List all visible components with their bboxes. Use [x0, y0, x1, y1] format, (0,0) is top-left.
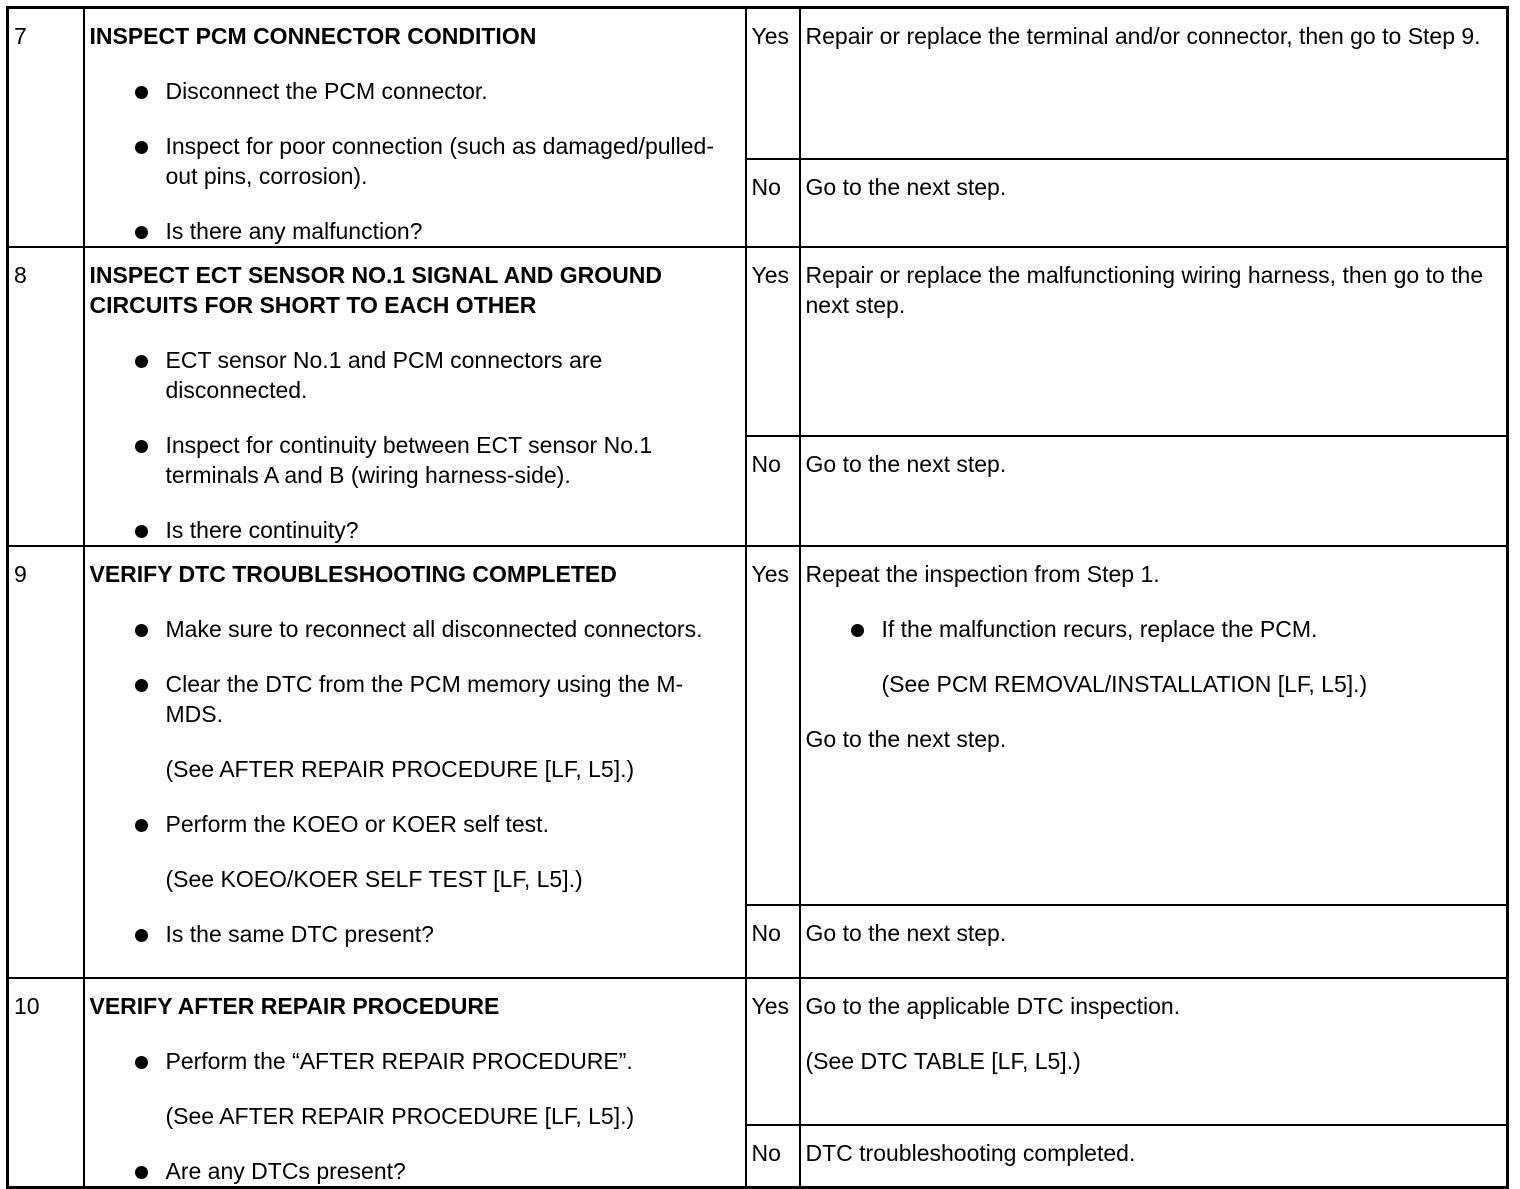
bullet-item	[90, 1046, 735, 1076]
step-description	[84, 8, 746, 248]
no-action: Go to the next step.	[800, 159, 1508, 247]
bullet-item	[90, 216, 735, 246]
bullet-item	[90, 919, 735, 949]
step-description	[84, 247, 746, 546]
step-7-yes-row	[8, 8, 1508, 160]
step-10-yes-row	[8, 978, 1508, 1125]
bullet-item	[90, 345, 735, 405]
bullet-item	[90, 669, 735, 729]
bullet-item	[90, 131, 735, 191]
bullet-item	[90, 515, 735, 545]
step-number: 8	[8, 247, 84, 546]
bullet-icon	[135, 819, 148, 832]
step-title: VERIFY DTC TROUBLESHOOTING COMPLETED	[89, 561, 617, 587]
step-number: 10	[8, 978, 84, 1188]
step-bullet-list	[90, 919, 735, 949]
bullet-reference: (See AFTER REPAIR PROCEDURE [LF, L5].)	[165, 1103, 635, 1129]
yes-label: Yes	[746, 247, 800, 436]
bullet-icon	[135, 929, 148, 942]
no-action: Go to the next step.	[800, 436, 1508, 546]
bullet-reference: (See AFTER REPAIR PROCEDURE [LF, L5].)	[165, 756, 635, 782]
no-label: No	[746, 905, 800, 978]
bullet-icon	[135, 1056, 148, 1069]
bullet-icon	[135, 141, 148, 154]
bullet-text: Perform the KOEO or KOER self test.	[165, 811, 549, 837]
yes-action: Repair or replace the terminal and/or connector, then go to Step 9.	[800, 8, 1508, 160]
bullet-icon	[135, 440, 148, 453]
yes-action	[800, 546, 1508, 905]
yes-action-text-2: Go to the next step.	[805, 726, 1007, 752]
bullet-item	[90, 76, 735, 106]
step-title: VERIFY AFTER REPAIR PROCEDURE	[89, 993, 500, 1019]
yes-action-text: Go to the applicable DTC inspection.	[805, 993, 1181, 1019]
yes-action: Repair or replace the malfunctioning wiring harness, then go to the next step.	[800, 247, 1508, 436]
yes-action	[800, 978, 1508, 1125]
step-bullet-list	[90, 76, 735, 246]
step-bullet-list	[90, 1156, 735, 1186]
step-description	[84, 978, 746, 1188]
step-description	[84, 546, 746, 978]
yes-action-text-2: (See DTC TABLE [LF, L5].)	[805, 1048, 1081, 1074]
bullet-item	[90, 1156, 735, 1186]
bullet-text: Perform the “AFTER REPAIR PROCEDURE”.	[165, 1048, 633, 1074]
no-label: No	[746, 1125, 800, 1188]
bullet-icon	[135, 226, 148, 239]
bullet-text: Make sure to reconnect all disconnected connectors.	[165, 616, 703, 642]
bullet-icon	[135, 355, 148, 368]
bullet-reference: (See KOEO/KOER SELF TEST [LF, L5].)	[165, 866, 583, 892]
bullet-text: Disconnect the PCM connector.	[165, 78, 488, 104]
bullet-text: Inspect for continuity between ECT sensor No.1 terminals A and B (wiring harness-side).	[165, 432, 653, 488]
step-8-yes-row	[8, 247, 1508, 436]
step-title: INSPECT ECT SENSOR NO.1 SIGNAL AND GROUND CIRCUITS FOR SHORT TO EACH OTHER	[89, 262, 663, 318]
step-bullet-list	[90, 614, 735, 729]
bullet-text: Are any DTCs present?	[165, 1158, 406, 1184]
no-action: DTC troubleshooting completed.	[800, 1125, 1508, 1188]
yes-label: Yes	[746, 8, 800, 160]
bullet-icon	[135, 525, 148, 538]
bullet-icon	[135, 86, 148, 99]
bullet-item	[90, 614, 735, 644]
bullet-text: Is there any malfunction?	[165, 218, 423, 244]
step-title: INSPECT PCM CONNECTOR CONDITION	[89, 23, 537, 49]
bullet-text: ECT sensor No.1 and PCM connectors are disconnected.	[165, 347, 603, 403]
bullet-item	[90, 430, 735, 490]
bullet-item	[90, 809, 735, 839]
step-bullet-list	[90, 809, 735, 839]
yes-label: Yes	[746, 546, 800, 905]
bullet-icon	[851, 624, 864, 637]
bullet-icon	[135, 679, 148, 692]
no-label: No	[746, 159, 800, 247]
bullet-text: Is the same DTC present?	[165, 921, 434, 947]
bullet-text: Is there continuity?	[165, 517, 359, 543]
bullet-item	[806, 614, 1501, 644]
bullet-reference: (See PCM REMOVAL/INSTALLATION [LF, L5].)	[881, 671, 1368, 697]
troubleshooting-table	[6, 6, 1509, 1189]
step-number: 7	[8, 8, 84, 248]
yes-action-text: Repeat the inspection from Step 1.	[805, 561, 1160, 587]
step-bullet-list	[90, 345, 735, 545]
no-action: Go to the next step.	[800, 905, 1508, 978]
yes-bullet-list	[806, 614, 1501, 644]
step-bullet-list	[90, 1046, 735, 1076]
bullet-text: Inspect for poor connection (such as damaged/pulled-out pins, corrosion).	[165, 133, 714, 189]
bullet-icon	[135, 624, 148, 637]
yes-label: Yes	[746, 978, 800, 1125]
bullet-text: Clear the DTC from the PCM memory using the M-MDS.	[165, 671, 684, 727]
no-label: No	[746, 436, 800, 546]
step-9-yes-row	[8, 546, 1508, 905]
bullet-icon	[135, 1166, 148, 1179]
step-number: 9	[8, 546, 84, 978]
bullet-text: If the malfunction recurs, replace the PCM.	[881, 616, 1318, 642]
